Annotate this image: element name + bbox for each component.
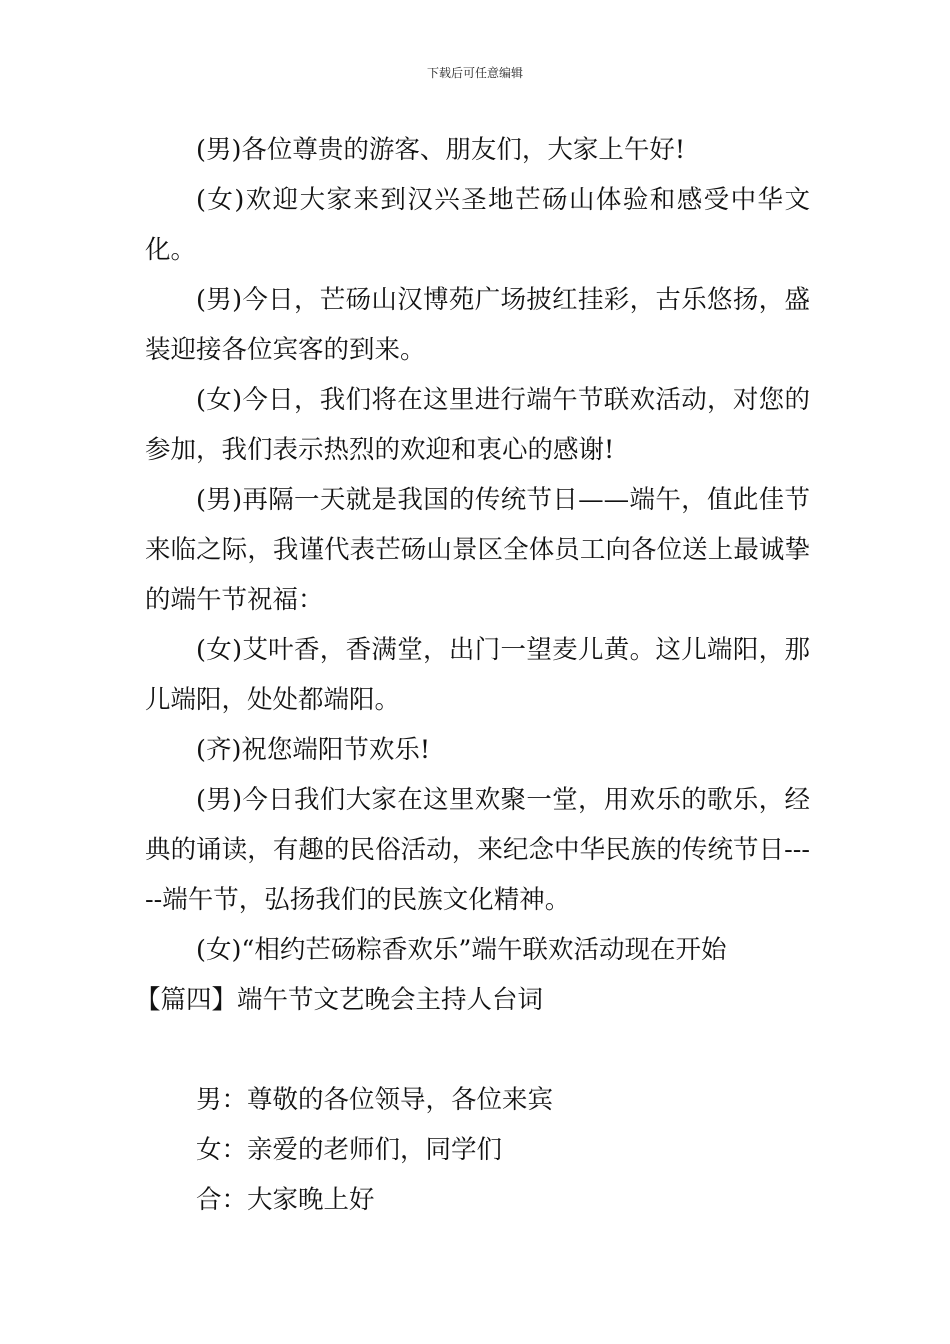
paragraph: (男)今日我们大家在这里欢聚一堂，用欢乐的歌乐，经典的诵读，有趣的民俗活动，来纪念中华民族的传统节日-----端午节，弘扬我们的民族文化精神。 [145,785,810,915]
spacer [145,1025,810,1075]
page-header: 下载后可任意编辑 [426,66,523,80]
paragraph: (齐)祝您端阳节欢乐! [196,735,431,765]
script-line: 女：亲爱的老师们，同学们 [196,1135,503,1165]
paragraph: (女)今日，我们将在这里进行端午节联欢活动，对您的参加，我们表示热烈的欢迎和衷心的感谢! [145,385,810,465]
paragraph: (女)“相约芒砀粽香欢乐”端午联欢活动现在开始 [196,935,727,965]
document-body [135,125,810,1225]
paragraph: (女)艾叶香，香满堂，出门一望麦儿黄。这儿端阳，那儿端阳，处处都端阳。 [145,635,810,715]
paragraph: (男)各位尊贵的游客、朋友们，大家上午好! [196,135,686,165]
paragraph: (男)再隔一天就是我国的传统节日——端午，值此佳节来临之际，我谨代表芒砀山景区全体员工向各位送上最诚挚的端午节祝福： [145,485,810,615]
paragraph: (女)欢迎大家来到汉兴圣地芒砀山体验和感受中华文化。 [145,185,810,265]
section-heading: 【篇四】端午节文艺晚会主持人台词 [135,985,544,1015]
paragraph: (男)今日，芒砀山汉博苑广场披红挂彩，古乐悠扬，盛装迎接各位宾客的到来。 [145,285,810,365]
script-line: 合：大家晚上好 [196,1185,375,1215]
script-line: 男：尊敬的各位领导，各位来宾 [196,1085,554,1115]
